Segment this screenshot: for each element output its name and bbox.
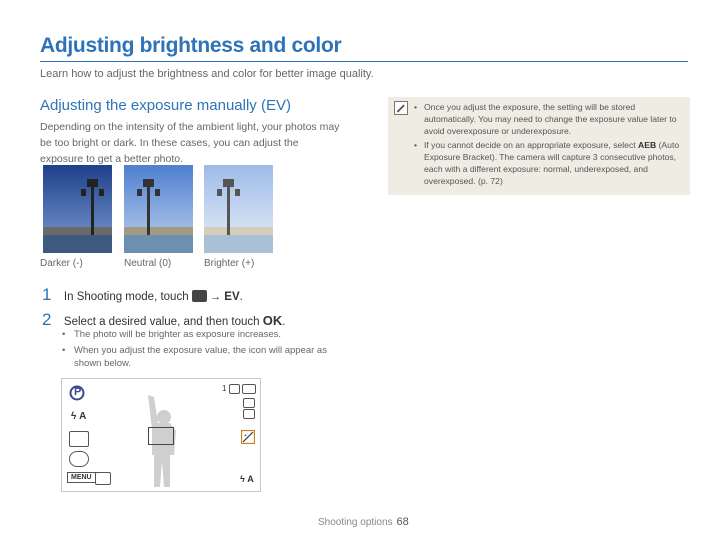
photo-label-brighter: Brighter (+) — [204, 258, 255, 269]
note-box — [388, 97, 690, 195]
shot-count: 1 — [222, 384, 227, 393]
note-list — [414, 101, 686, 188]
menu-icon: MENU — [67, 472, 96, 483]
step-2 — [42, 310, 285, 330]
flash-status-icon: ϟ A — [240, 474, 254, 484]
photo-darker — [43, 165, 112, 253]
header-rule — [40, 61, 688, 62]
note-item: • Once you adjust the exposure, the setting will be stored automatically. You may need to change the exposure value later to avoid overexposure or underexposure. — [414, 101, 686, 138]
step-1 — [42, 285, 243, 305]
aeb-term: AEB — [638, 139, 657, 150]
step-bullets — [62, 328, 352, 373]
note-pencil-icon — [394, 101, 408, 115]
step-text: Select a desired value, and then touch OK. — [63, 313, 286, 328]
footer-section: Shooting options — [318, 517, 393, 528]
list-item: • When you adjust the exposure value, the icon will appear as shown below. — [62, 344, 352, 371]
camera-screen — [61, 378, 261, 492]
memory-icon — [229, 384, 240, 394]
step-number: 1 — [42, 285, 52, 304]
photo-label-neutral: Neutral (0) — [124, 258, 172, 269]
chapter-title: Adjusting brightness and color — [40, 34, 342, 57]
page-footer — [318, 516, 409, 528]
step-number: 2 — [42, 310, 52, 329]
timer-icon — [69, 451, 89, 467]
display-icon — [95, 472, 111, 485]
exposure-icon — [241, 430, 255, 444]
flash-icon: ϟ A — [71, 411, 87, 422]
note-item: • If you cannot decide on an appropriate exposure, select AEB (Auto Exposure Bracket). The camera will capture 3 consecutive photos, each with a different exposure: normal, underexposed, and overexposed. (p. 72) — [414, 139, 686, 188]
step-text: In Shooting mode, touch → EV. — [63, 291, 243, 303]
mode-letter: P — [74, 386, 82, 398]
section-title: Adjusting the exposure manually (EV) — [40, 97, 291, 114]
focus-frame — [148, 427, 174, 445]
photo-neutral — [124, 165, 193, 253]
menu-key-icon — [192, 290, 207, 302]
autofocus-icon — [69, 431, 89, 447]
ok-key: OK — [262, 313, 283, 328]
photo-brighter — [204, 165, 273, 253]
svg-text:+: + — [244, 433, 247, 439]
photo-label-darker: Darker (-) — [40, 258, 83, 269]
section-intro: Depending on the intensity of the ambient light, your photos may be too bright or dark. In these cases, you can adjust the exposure to get a better photo. — [40, 121, 340, 165]
battery-icon — [242, 384, 256, 394]
chapter-subtitle: Learn how to adjust the brightness and color for better image quality. — [40, 68, 374, 80]
image-size-icon — [243, 398, 255, 408]
quality-icon — [243, 409, 255, 419]
page-number: 68 — [396, 516, 409, 528]
list-item: • The photo will be brighter as exposure increases. — [62, 328, 352, 342]
ev-option: EV — [224, 291, 240, 303]
